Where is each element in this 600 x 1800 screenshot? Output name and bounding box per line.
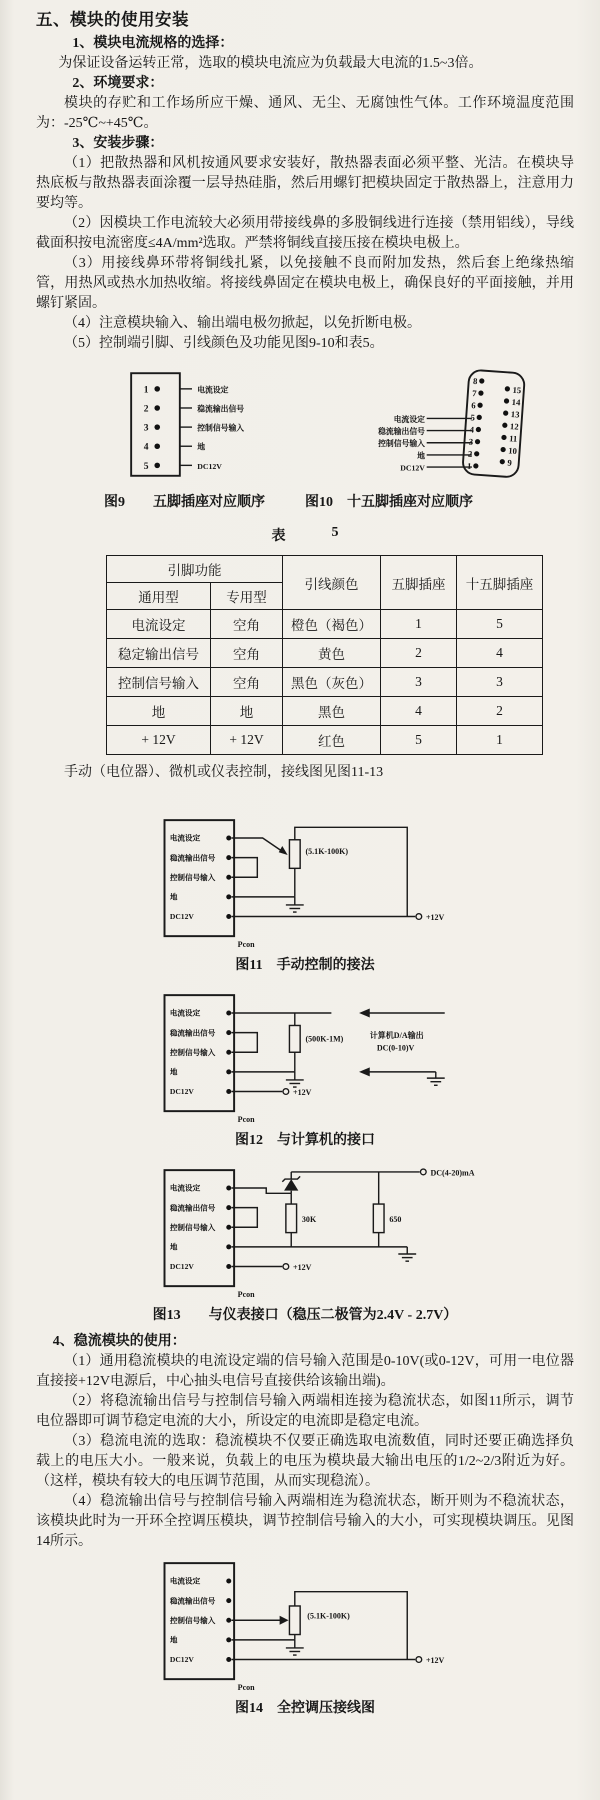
manual-note: 手动（电位器）、微机或仪表控制，接线图见图11-13 [64, 765, 384, 780]
svg-text:电流设定: 电流设定 [393, 414, 425, 424]
install-step-5: （5）控制端引脚、引线颜色及功能见图9-10和表5。 [64, 336, 384, 351]
svg-text:稳流输出信号: 稳流输出信号 [169, 1028, 216, 1038]
module-box [165, 995, 256, 1124]
svg-text:地: 地 [169, 1067, 178, 1077]
resistor-value: (500K-1M) [305, 1034, 344, 1044]
module-box [165, 820, 256, 949]
svg-text:13: 13 [510, 408, 520, 420]
table-row [107, 639, 543, 668]
pin-2 [144, 403, 245, 414]
svg-text:控制信号输入: 控制信号输入 [169, 872, 216, 882]
pot-value: (5.1K-100K) [307, 1611, 350, 1621]
svg-text:8: 8 [472, 375, 478, 387]
cell-special: 空角 [211, 639, 283, 668]
cell-general: 电流设定 [107, 610, 211, 639]
output-label: DC(4-20)mA [430, 1168, 475, 1178]
pin-4 [144, 442, 205, 453]
use-step-1: （1）通用稳流模块的电流设定端的信号输入范围是0-10V(或0-12V，可用一电位器直接接+12V电源后，中心抽头电信号直接供给该输出端)。 [36, 1354, 574, 1389]
col-header-fifteen-pin: 十五脚插座 [457, 556, 543, 610]
svg-text:2: 2 [467, 448, 473, 459]
svg-text:稳流输出信号: 稳流输出信号 [197, 404, 245, 414]
col-header-general: 通用型 [107, 583, 211, 610]
install-step-4: （4）注意模块输入、输出端电极勿掀起，以免折断电极。 [64, 316, 421, 331]
da-output-annotation [370, 1030, 424, 1052]
current-output-terminal [420, 1168, 474, 1177]
r1-value: 30K [301, 1214, 317, 1224]
svg-text:地: 地 [197, 442, 206, 452]
cell-fifteen: 1 [457, 726, 543, 755]
col-header-pin-function: 引脚功能 [107, 556, 283, 583]
sub1-title: 1、模块电流规格的选择： [72, 36, 234, 51]
fig9-caption: 图9 五脚插座对应顺序 [104, 495, 265, 510]
fig13-caption: 图13 与仪表接口（稳压二极管为2.4V - 2.7V） [152, 1308, 458, 1323]
table5-label [36, 525, 574, 545]
r2-value: 650 [389, 1214, 402, 1224]
install-step-1: （1）把散热器和风机按通风要求安装好，散热器表面必须平整、光洁。在模块导热底板与散热器表面涂覆一层导热硅脂，然后用螺钉把模块固定于散热器上，注意用力要均等。 [36, 156, 574, 211]
sub3-title: 3、安装步骤： [72, 136, 164, 151]
module-box [165, 1563, 256, 1692]
install-step-2: （2）因模块工作电流较大必须用带接线鼻的多股铜线进行连接（禁用铝线），导线截面积按电流密度≤4A/mm²选取。严禁将铜线直接压接在模块电极上。 [36, 216, 574, 251]
svg-text:控制信号输入: 控制信号输入 [197, 423, 245, 433]
svg-text:DC12V: DC12V [169, 1087, 194, 1097]
pin-5 [144, 461, 223, 472]
svg-text:10: 10 [507, 445, 518, 456]
svg-text:控制信号输入: 控制信号输入 [169, 1222, 216, 1232]
connector-pinout-figure [70, 368, 540, 481]
connector-15pin-labels [377, 414, 472, 473]
svg-text:电流设定: 电流设定 [169, 1008, 201, 1018]
svg-text:DC12V: DC12V [169, 1655, 194, 1665]
svg-text:1: 1 [466, 460, 472, 472]
svg-text:计算机D/A输出: 计算机D/A输出 [369, 1030, 424, 1040]
use-step-4: （4）稳流输出信号与控制信号输入两端相连为稳流状态，断开则为不稳流状态，该模块此时为一开环全控调压模块，调节控制信号输入的大小，可实现模块调压。见图14所示。 [36, 1494, 574, 1549]
fig10-caption: 图10 十五脚插座对应顺序 [305, 495, 473, 510]
fig11-caption: 图11 手动控制的接法 [235, 958, 375, 973]
sub2-body: 模块的存贮和工作场所应干燥、通风、无尘、无腐蚀性气体。工作环境温度范围为：-25℃~+45℃。 [36, 96, 574, 131]
supply-terminal [283, 1263, 312, 1272]
cell-five: 3 [381, 668, 457, 697]
svg-text:地: 地 [169, 1635, 178, 1645]
ground-symbol [286, 1072, 304, 1087]
col-header-wire-color: 引线颜色 [283, 556, 381, 610]
table5-label-number: 5 [331, 525, 339, 540]
cell-five: 4 [381, 697, 457, 726]
section-title: 五、模块的使用安装 [36, 10, 189, 29]
svg-text:4: 4 [143, 441, 149, 453]
sub2-title: 2、环境要求： [72, 76, 164, 91]
svg-text:4: 4 [469, 424, 475, 435]
use-step-2: （2）将稳流输出信号与控制信号输入两端相连接为稳流状态，如图11所示，调节电位器即可调节稳定电流的大小，所设定的电流即是稳定电流。 [36, 1394, 574, 1429]
fig14-circuit [148, 1556, 488, 1697]
pcon-label: Pcon [237, 1682, 255, 1692]
cell-fifteen: 2 [457, 697, 543, 726]
cell-color: 红色 [283, 726, 381, 755]
resistor [289, 1013, 343, 1072]
svg-text:12: 12 [509, 421, 520, 432]
svg-text:地: 地 [169, 1242, 178, 1252]
use-step-3: （3）稳流电流的选取：稳流模块不仅要正确选取电流数值，同时还要正确选择负载上的电压大小。一般来说，负载上的电压为模块最大输出电压的1/2~2/3附近为好。（这样，模块有较大的电压调节范围，从而实现稳流）。 [36, 1434, 574, 1489]
pot-value: (5.1K-100K) [305, 847, 349, 857]
svg-text:2: 2 [143, 403, 149, 415]
cell-color: 黑色（灰色） [283, 668, 381, 697]
cell-special: + 12V [211, 726, 283, 755]
fig13-circuit [148, 1163, 488, 1304]
svg-text:9: 9 [507, 457, 513, 468]
svg-text:稳流输出信号: 稳流输出信号 [169, 1203, 216, 1213]
cell-special: 地 [211, 697, 283, 726]
supply-label: +12V [293, 1088, 312, 1098]
svg-text:3: 3 [468, 436, 474, 447]
ground-symbol-right [427, 1072, 445, 1085]
potentiometer [289, 827, 407, 916]
svg-text:11: 11 [508, 433, 518, 444]
fig9-10-captions [104, 491, 574, 511]
svg-text:电流设定: 电流设定 [169, 833, 201, 843]
module-box [165, 1170, 256, 1299]
svg-text:5: 5 [470, 412, 476, 423]
svg-text:DC(0-10)V: DC(0-10)V [376, 1043, 415, 1053]
svg-text:控制信号输入: 控制信号输入 [169, 1615, 216, 1625]
svg-text:电流设定: 电流设定 [169, 1183, 201, 1193]
cell-general: 稳定输出信号 [107, 639, 211, 668]
svg-text:地: 地 [417, 451, 425, 461]
install-step-3: （3）用接线鼻环带将铜线扎紧，以免接触不良而附加发热，然后套上绝缘热缩管，用热风或热水加热收缩。将接线鼻固定在模块电极上，确保良好的平面接触，并用螺钉紧固。 [36, 256, 574, 311]
cell-five: 1 [381, 610, 457, 639]
potentiometer [289, 1592, 407, 1660]
svg-text:电流设定: 电流设定 [197, 385, 229, 395]
svg-text:1: 1 [143, 384, 149, 396]
svg-text:控制信号输入: 控制信号输入 [169, 1047, 216, 1057]
cell-special: 空角 [211, 610, 283, 639]
svg-text:14: 14 [511, 396, 521, 408]
cell-special: 空角 [211, 668, 283, 697]
cell-general: 控制信号输入 [107, 668, 211, 697]
cell-fifteen: 5 [457, 610, 543, 639]
svg-text:地: 地 [169, 892, 178, 902]
supply-terminal [283, 1088, 312, 1097]
cell-five: 2 [381, 639, 457, 668]
col-header-special: 专用型 [211, 583, 283, 610]
table-row [107, 668, 543, 697]
svg-text:3: 3 [143, 422, 149, 434]
svg-text:6: 6 [471, 400, 477, 411]
sub1-body: 为保证设备运转正常，选取的模块电流应为负载最大电流的1.5~3倍。 [58, 56, 483, 71]
cell-color: 黄色 [283, 639, 381, 668]
resistor-30k [286, 1193, 317, 1247]
col-header-five-pin: 五脚插座 [381, 556, 457, 610]
svg-text:电流设定: 电流设定 [169, 1576, 201, 1586]
table-row [107, 610, 543, 639]
cell-color: 黑色 [283, 697, 381, 726]
supply-label: +12V [425, 1656, 445, 1666]
cell-color: 橙色（褐色） [283, 610, 381, 639]
ground-symbol [286, 897, 304, 912]
svg-text:控制信号输入: 控制信号输入 [378, 439, 425, 449]
pin-3 [144, 423, 245, 434]
wiring [231, 1616, 415, 1660]
supply-label: +12V [425, 913, 445, 923]
cell-five: 5 [381, 726, 457, 755]
ground-symbol [286, 1640, 304, 1655]
svg-text:稳流输出信号: 稳流输出信号 [378, 427, 425, 437]
svg-text:15: 15 [512, 384, 522, 396]
supply-terminal [416, 1656, 445, 1665]
pin-1 [144, 384, 229, 395]
fig12-caption: 图12 与计算机的接口 [235, 1133, 375, 1148]
ground-symbol [398, 1247, 416, 1261]
pcon-label: Pcon [237, 1114, 255, 1124]
cell-fifteen: 3 [457, 668, 543, 697]
resistor-650 [373, 1172, 401, 1247]
zener-diode [282, 1172, 300, 1193]
svg-text:稳流输出信号: 稳流输出信号 [169, 1596, 216, 1606]
cell-fifteen: 4 [457, 639, 543, 668]
fig14-caption: 图14 全控调压接线图 [235, 1701, 375, 1716]
svg-text:DC12V: DC12V [197, 461, 222, 471]
connector-15pin [462, 370, 525, 478]
table-row [107, 697, 543, 726]
connector-5pin [131, 373, 244, 476]
pcon-label: Pcon [237, 939, 255, 949]
supply-terminal [416, 913, 445, 922]
svg-text:5: 5 [143, 460, 149, 472]
svg-text:稳流输出信号: 稳流输出信号 [169, 853, 216, 863]
supply-label: +12V [293, 1263, 312, 1273]
cell-general: + 12V [107, 726, 211, 755]
left-pin-column [467, 376, 485, 472]
sub4-title: 4、稳流模块的使用： [52, 1334, 186, 1349]
svg-text:7: 7 [471, 387, 477, 399]
fig11-circuit [148, 813, 488, 954]
svg-text:DC12V: DC12V [400, 463, 425, 473]
table5-label-char: 表 [271, 529, 286, 544]
table-row [107, 726, 543, 755]
svg-text:DC12V: DC12V [169, 1262, 194, 1272]
table-5 [106, 555, 543, 755]
pcon-label: Pcon [237, 1289, 255, 1299]
fig12-circuit [148, 988, 488, 1129]
cell-general: 地 [107, 697, 211, 726]
svg-text:DC12V: DC12V [169, 912, 194, 922]
